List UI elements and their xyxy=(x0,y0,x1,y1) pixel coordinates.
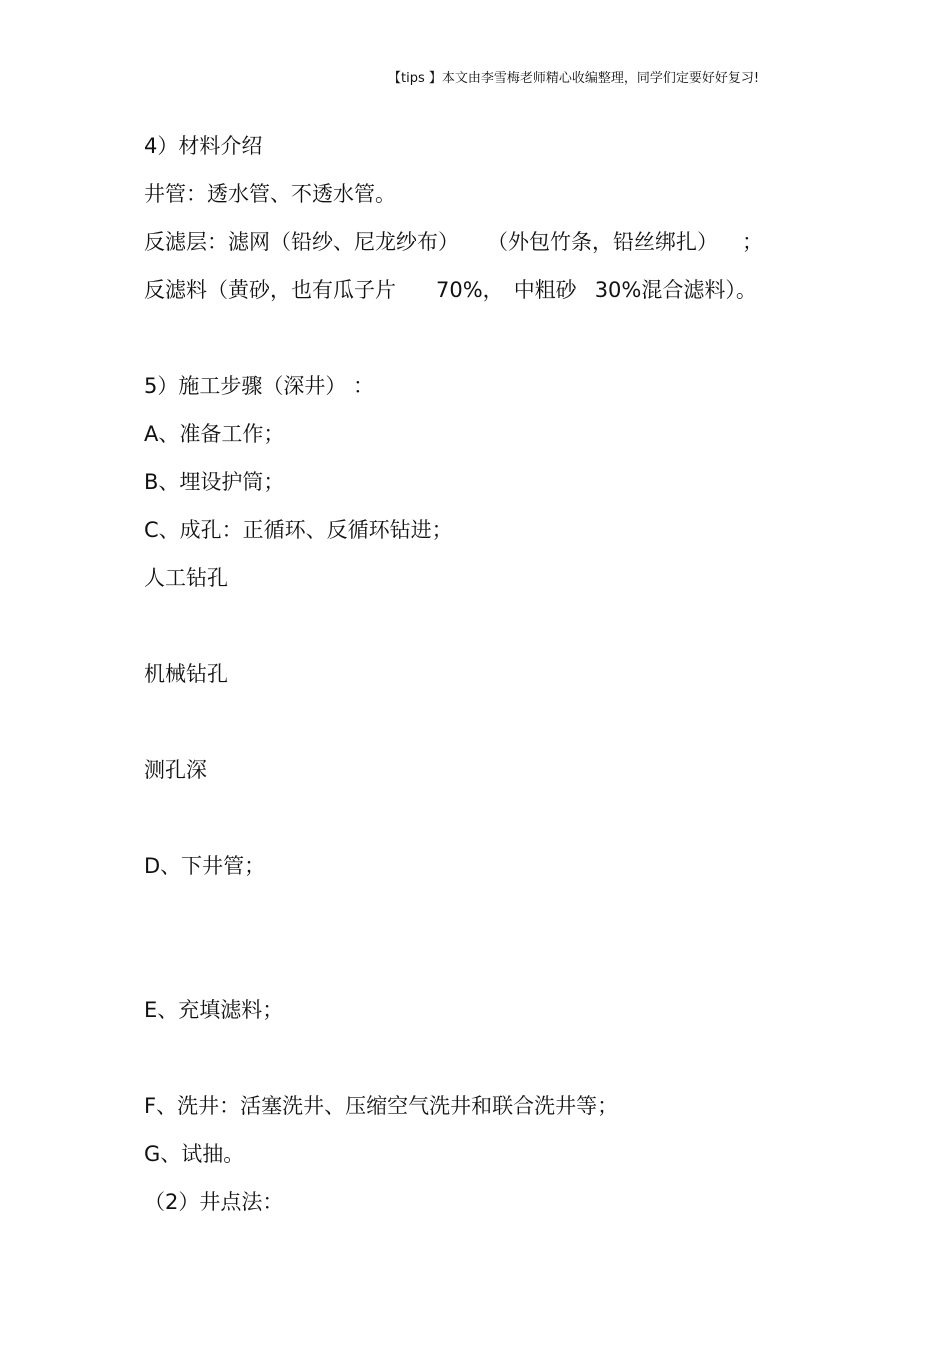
filter-layer-note: （外包竹条，铅丝绑扎） xyxy=(487,230,718,254)
step-c-manual: 人工钻孔 xyxy=(144,566,228,590)
paragraph-well-pipe: 井管：透水管、不透水管。 xyxy=(144,182,396,206)
filter-material-sand: 中粗砂 xyxy=(513,278,577,302)
filter-layer-text: 反滤层：滤网（铅纱、尼龙纱布） xyxy=(144,230,459,254)
filter-material-pct-2: 30% xyxy=(594,278,642,302)
step-d: D、下井管； xyxy=(144,854,266,878)
section-heading-steps: 5）施工步骤（深井） ： xyxy=(144,374,375,398)
section-heading-wellpoint: （2）井点法： xyxy=(144,1190,284,1214)
step-g: G、试抽。 xyxy=(144,1142,245,1166)
tips-header: 【tips 】本文由李雪梅老师精心收编整理，同学们定要好好复习! xyxy=(388,71,760,86)
paragraph-filter-layer xyxy=(144,228,763,256)
filter-layer-end: ； xyxy=(742,230,763,254)
step-b: B、埋设护筒； xyxy=(144,470,285,494)
step-e: E、充填滤料； xyxy=(144,998,284,1022)
filter-material-pct-1: 70%， xyxy=(436,278,504,302)
step-c-mechanical: 机械钻孔 xyxy=(144,662,228,686)
paragraph-filter-material xyxy=(144,276,757,304)
step-a: A、准备工作； xyxy=(144,422,285,446)
step-f: F、洗井：活塞洗井、压缩空气洗井和联合洗井等； xyxy=(144,1094,619,1118)
step-c-depth: 测孔深 xyxy=(144,758,207,782)
section-heading-materials: 4）材料介绍 xyxy=(144,134,263,158)
step-c: C、成孔：正循环、反循环钻进； xyxy=(144,518,453,542)
filter-material-end: 混合滤料）。 xyxy=(641,278,757,302)
filter-material-text: 反滤料（黄砂，也有瓜子片 xyxy=(144,278,396,302)
